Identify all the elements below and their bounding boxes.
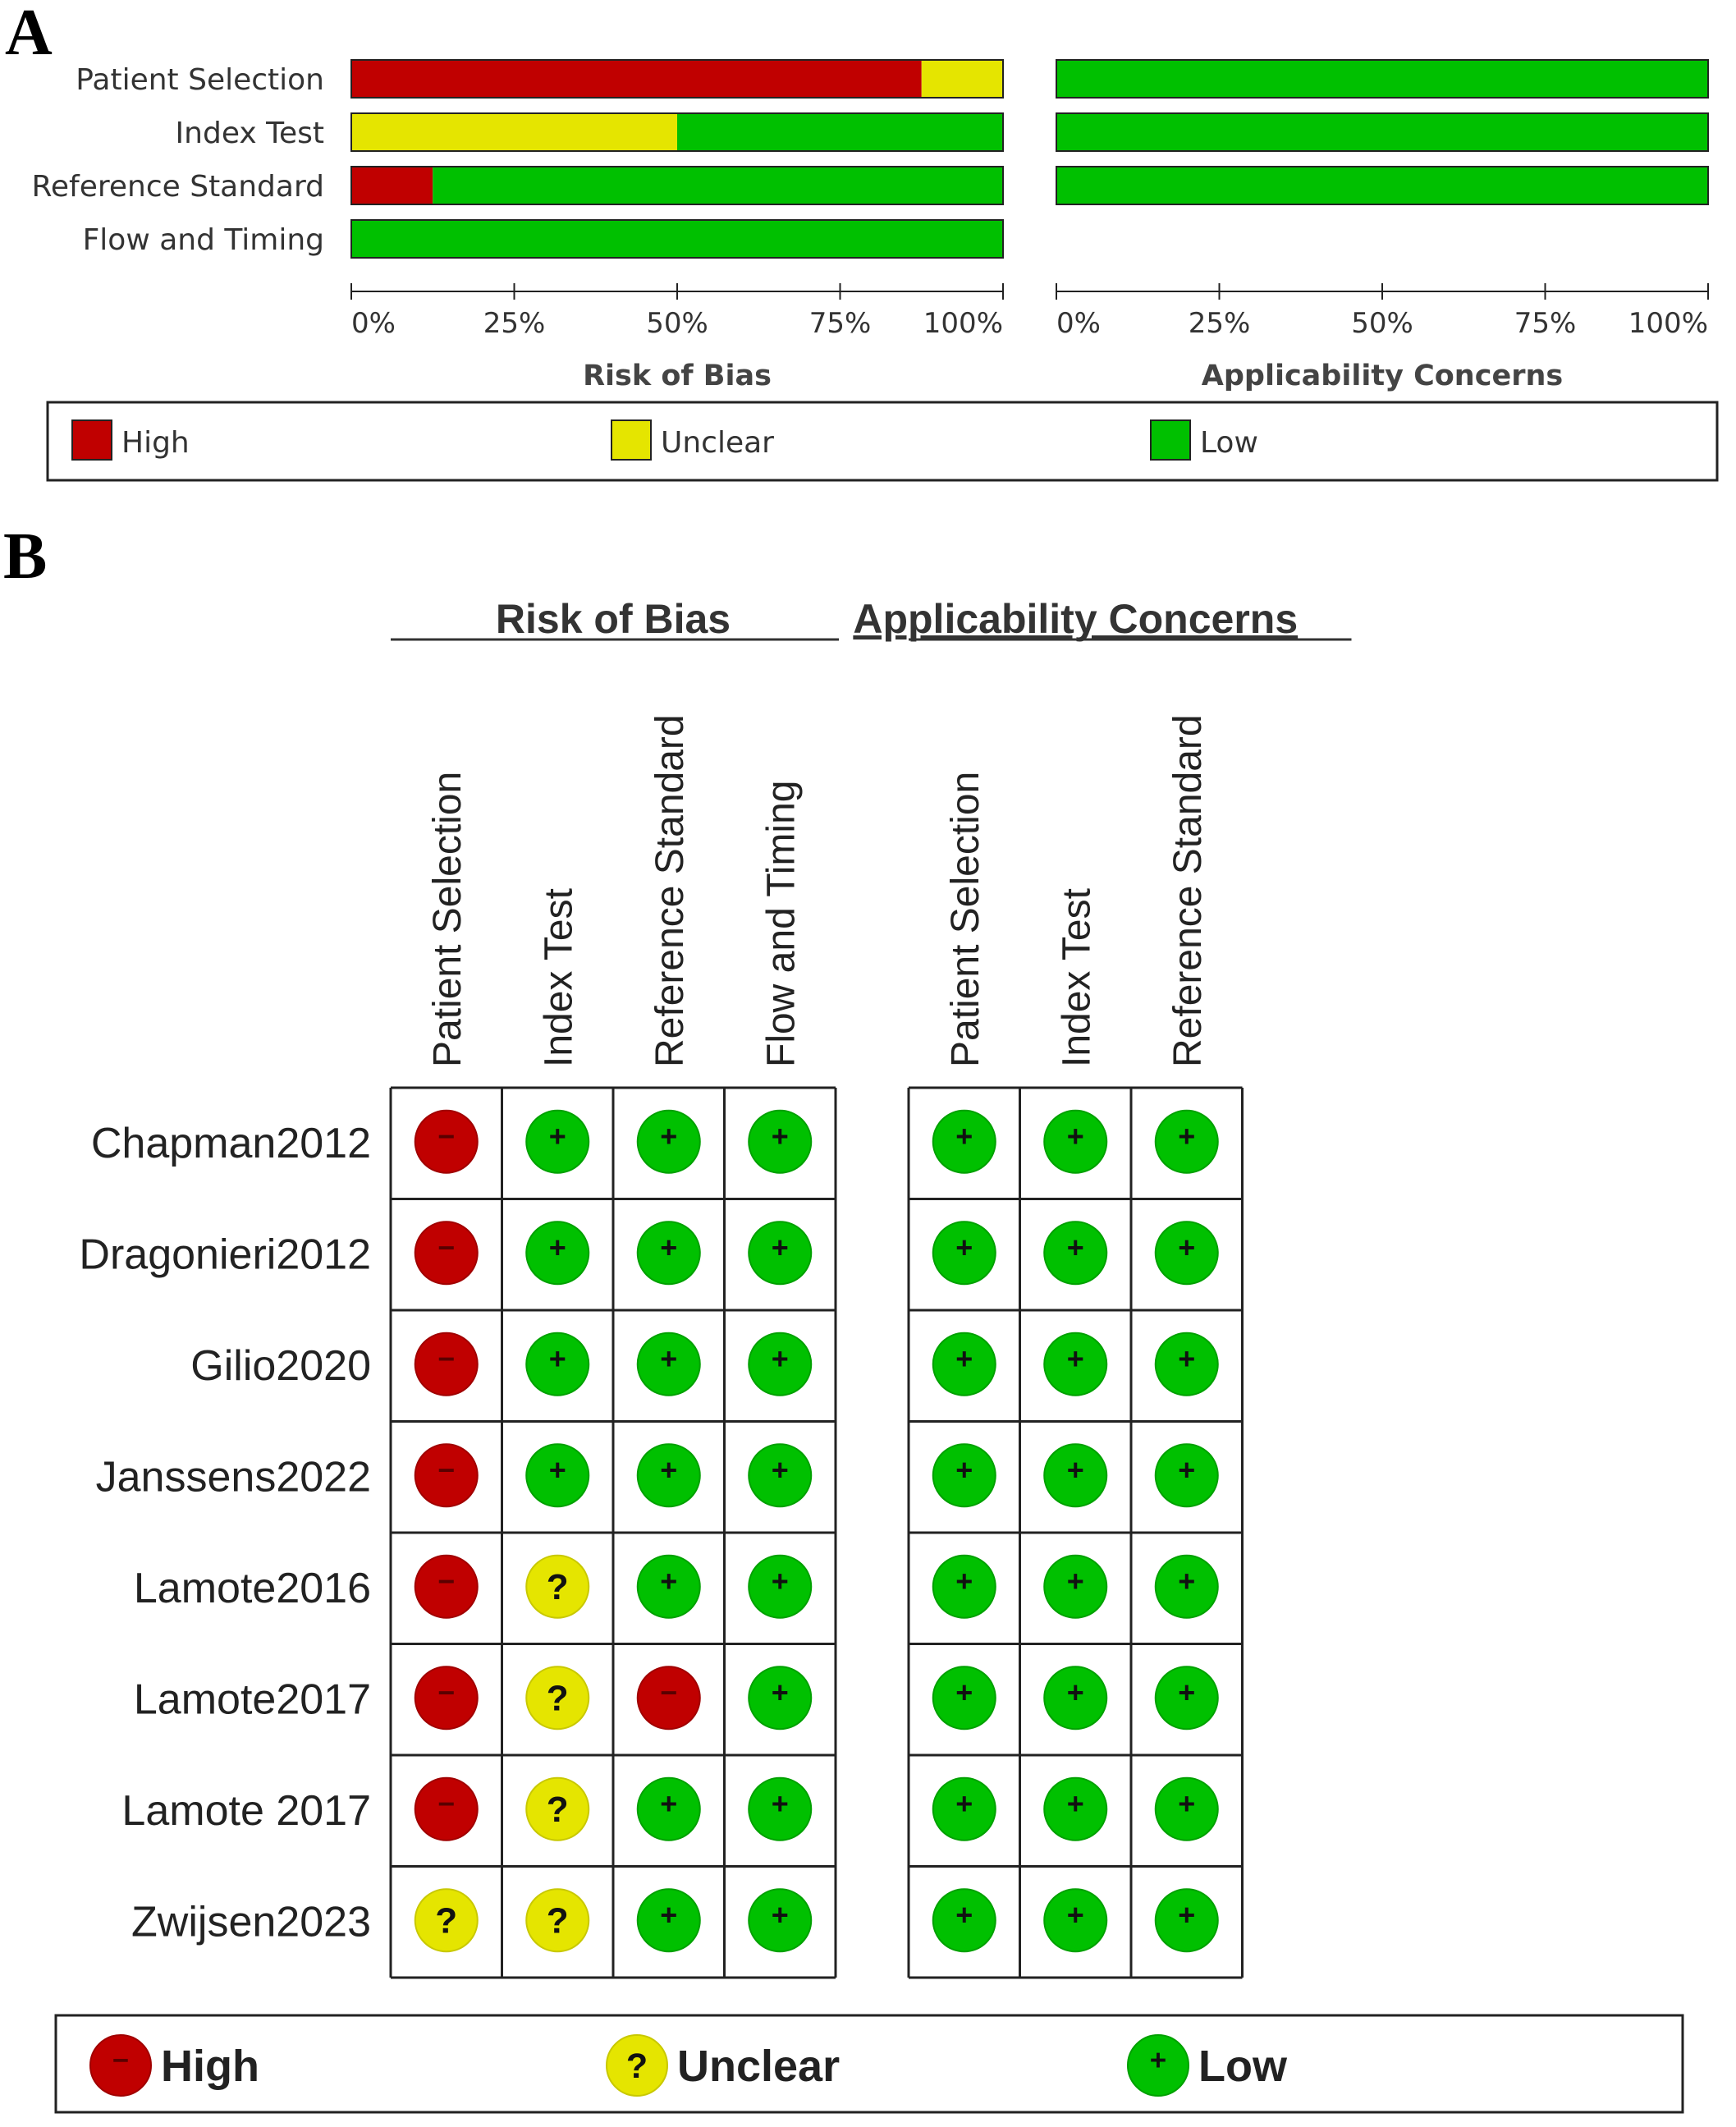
cell-applicability-concerns-lamote-2017-reference-standard-symbol: + [1178, 1786, 1196, 1821]
x-tick-label-risk-of-bias-0: 0% [351, 307, 396, 340]
legend-a-swatch-unclear [611, 420, 651, 460]
cell-applicability-concerns-chapman2012-patient-selection-symbol: + [955, 1119, 973, 1153]
column-header-risk-of-bias-flow-and-timing: Flow and Timing [759, 780, 804, 1067]
cell-applicability-concerns-dragonieri2012-index-test-symbol: + [1066, 1230, 1084, 1264]
legend-b-icon-unclear-symbol: ? [625, 2046, 648, 2086]
study-label-lamote2017: Lamote2017 [133, 1675, 371, 1724]
panel-a-summary-charts [31, 60, 1708, 392]
category-label-flow-and-timing: Flow and Timing [82, 223, 324, 257]
cell-risk-of-bias-gilio2020-patient-selection-symbol: − [437, 1341, 456, 1376]
cell-applicability-concerns-lamote2016-patient-selection-symbol: + [955, 1564, 973, 1598]
x-tick-label-risk-of-bias-3: 75% [808, 307, 872, 340]
study-label-janssens2022: Janssens2022 [95, 1453, 371, 1501]
bar-risk-of-bias-flow-and-timing-low [351, 220, 1003, 258]
cell-risk-of-bias-gilio2020-reference-standard-symbol: + [660, 1341, 678, 1376]
legend-b-label-low: Low [1198, 2042, 1287, 2091]
x-tick-label-applicability-concerns-3: 75% [1514, 307, 1577, 340]
cell-risk-of-bias-lamote-2017-reference-standard-symbol: + [660, 1786, 678, 1821]
bar-risk-of-bias-index-test-unclear [351, 113, 677, 151]
column-header-risk-of-bias-reference-standard: Reference Standard [648, 714, 692, 1067]
legend-a-box [48, 402, 1717, 480]
study-label-zwijsen2023: Zwijsen2023 [131, 1898, 371, 1946]
bar-risk-of-bias-patient-selection-high [351, 60, 922, 98]
cell-risk-of-bias-chapman2012-patient-selection-symbol: − [437, 1119, 456, 1153]
legend-b-icon-low-symbol: + [1149, 2044, 1167, 2077]
group-header-applicability-concerns: Applicability Concerns [853, 596, 1299, 642]
cell-risk-of-bias-janssens2022-flow-and-timing-symbol: + [771, 1452, 789, 1487]
legend-a [72, 420, 1258, 460]
category-label-reference-standard: Reference Standard [31, 170, 324, 204]
cell-risk-of-bias-gilio2020-flow-and-timing-symbol: + [771, 1341, 789, 1376]
category-label-patient-selection: Patient Selection [76, 63, 324, 97]
legend-b-box [56, 2015, 1683, 2112]
cell-applicability-concerns-lamote2016-index-test-symbol: + [1066, 1564, 1084, 1598]
cell-risk-of-bias-lamote2017-reference-standard-symbol: − [660, 1675, 678, 1709]
cell-risk-of-bias-zwijsen2023-reference-standard-symbol: + [660, 1897, 678, 1932]
cell-applicability-concerns-lamote-2017-index-test-symbol: + [1066, 1786, 1084, 1821]
study-label-dragonieri2012: Dragonieri2012 [79, 1231, 371, 1279]
cell-risk-of-bias-zwijsen2023-patient-selection-symbol: ? [435, 1900, 458, 1941]
bar-risk-of-bias-index-test-low [677, 113, 1003, 151]
cell-risk-of-bias-lamote-2017-index-test-symbol: ? [546, 1789, 569, 1830]
cell-applicability-concerns-janssens2022-patient-selection-symbol: + [955, 1452, 973, 1487]
cell-risk-of-bias-lamote2017-index-test-symbol: ? [546, 1678, 569, 1719]
x-axis-title-risk-of-bias: Risk of Bias [583, 360, 772, 392]
x-tick-label-risk-of-bias-4: 100% [923, 307, 1003, 340]
cell-applicability-concerns-lamote2017-index-test-symbol: + [1066, 1675, 1084, 1709]
cell-risk-of-bias-lamote-2017-flow-and-timing-symbol: + [771, 1786, 789, 1821]
cell-risk-of-bias-chapman2012-reference-standard-symbol: + [660, 1119, 678, 1153]
cell-applicability-concerns-zwijsen2023-patient-selection-symbol: + [955, 1897, 973, 1932]
cell-applicability-concerns-gilio2020-reference-standard-symbol: + [1178, 1341, 1196, 1376]
study-label-lamote2016: Lamote2016 [133, 1564, 371, 1612]
cell-risk-of-bias-chapman2012-flow-and-timing-symbol: + [771, 1119, 789, 1153]
legend-b [90, 2035, 1288, 2096]
bar-risk-of-bias-reference-standard-low [433, 167, 1003, 204]
column-header-applicability-concerns-index-test: Index Test [1055, 888, 1099, 1067]
cell-risk-of-bias-zwijsen2023-index-test-symbol: ? [546, 1900, 569, 1941]
cell-risk-of-bias-dragonieri2012-index-test-symbol: + [548, 1230, 566, 1264]
cell-risk-of-bias-zwijsen2023-flow-and-timing-symbol: + [771, 1897, 789, 1932]
bar-applicability-concerns-patient-selection-low [1056, 60, 1708, 98]
column-header-applicability-concerns-reference-standard: Reference Standard [1166, 714, 1210, 1067]
cell-applicability-concerns-chapman2012-index-test-symbol: + [1066, 1119, 1084, 1153]
x-tick-label-risk-of-bias-2: 50% [646, 307, 708, 340]
group-header-risk-of-bias: Risk of Bias [495, 596, 731, 642]
cell-risk-of-bias-lamote-2017-patient-selection-symbol: − [437, 1786, 456, 1821]
x-tick-label-applicability-concerns-1: 25% [1188, 307, 1251, 340]
cell-applicability-concerns-lamote2016-reference-standard-symbol: + [1178, 1564, 1196, 1598]
cell-applicability-concerns-zwijsen2023-reference-standard-symbol: + [1178, 1897, 1196, 1932]
cell-risk-of-bias-janssens2022-index-test-symbol: + [548, 1452, 566, 1487]
study-label-lamote-2017: Lamote 2017 [121, 1786, 371, 1835]
x-tick-label-applicability-concerns-4: 100% [1628, 307, 1708, 340]
bar-applicability-concerns-index-test-low [1056, 113, 1708, 151]
cell-risk-of-bias-janssens2022-patient-selection-symbol: − [437, 1452, 456, 1487]
cell-applicability-concerns-dragonieri2012-reference-standard-symbol: + [1178, 1230, 1196, 1264]
column-header-risk-of-bias-index-test: Index Test [537, 888, 581, 1067]
cell-risk-of-bias-lamote2016-flow-and-timing-symbol: + [771, 1564, 789, 1598]
cell-risk-of-bias-dragonieri2012-reference-standard-symbol: + [660, 1230, 678, 1264]
legend-a-swatch-high [72, 420, 112, 460]
cell-applicability-concerns-zwijsen2023-index-test-symbol: + [1066, 1897, 1084, 1932]
cell-risk-of-bias-chapman2012-index-test-symbol: + [548, 1119, 566, 1153]
cell-risk-of-bias-gilio2020-index-test-symbol: + [548, 1341, 566, 1376]
cell-applicability-concerns-chapman2012-reference-standard-symbol: + [1178, 1119, 1196, 1153]
column-header-risk-of-bias-patient-selection: Patient Selection [425, 771, 469, 1067]
x-tick-label-applicability-concerns-2: 50% [1351, 307, 1413, 340]
cell-applicability-concerns-janssens2022-reference-standard-symbol: + [1178, 1452, 1196, 1487]
legend-a-label-low: Low [1200, 426, 1258, 460]
cell-applicability-concerns-lamote-2017-patient-selection-symbol: + [955, 1786, 973, 1821]
legend-b-icon-high-symbol: − [112, 2044, 130, 2077]
panel-b-traffic-light-table [79, 596, 1351, 1978]
x-axis-title-applicability-concerns: Applicability Concerns [1201, 360, 1564, 392]
cell-applicability-concerns-janssens2022-index-test-symbol: + [1066, 1452, 1084, 1487]
bar-risk-of-bias-patient-selection-unclear [922, 60, 1003, 98]
legend-a-label-unclear: Unclear [661, 426, 774, 460]
x-tick-label-risk-of-bias-1: 25% [483, 307, 546, 340]
legend-b-label-unclear: Unclear [677, 2042, 841, 2091]
legend-a-swatch-low [1151, 420, 1190, 460]
cell-risk-of-bias-lamote2016-index-test-symbol: ? [546, 1566, 569, 1607]
bar-applicability-concerns-reference-standard-low [1056, 167, 1708, 204]
cell-risk-of-bias-dragonieri2012-flow-and-timing-symbol: + [771, 1230, 789, 1264]
legend-a-label-high: High [121, 426, 190, 460]
cell-applicability-concerns-gilio2020-index-test-symbol: + [1066, 1341, 1084, 1376]
cell-risk-of-bias-lamote2016-patient-selection-symbol: − [437, 1564, 456, 1598]
cell-risk-of-bias-janssens2022-reference-standard-symbol: + [660, 1452, 678, 1487]
cell-risk-of-bias-dragonieri2012-patient-selection-symbol: − [437, 1230, 456, 1264]
legend-b-label-high: High [161, 2042, 259, 2091]
column-header-applicability-concerns-patient-selection: Patient Selection [943, 771, 987, 1067]
cell-applicability-concerns-dragonieri2012-patient-selection-symbol: + [955, 1230, 973, 1264]
cell-applicability-concerns-lamote2017-patient-selection-symbol: + [955, 1675, 973, 1709]
x-tick-label-applicability-concerns-0: 0% [1056, 307, 1101, 340]
bar-risk-of-bias-reference-standard-high [351, 167, 433, 204]
panel-b-label: B [3, 520, 48, 593]
cell-applicability-concerns-lamote2017-reference-standard-symbol: + [1178, 1675, 1196, 1709]
cell-risk-of-bias-lamote2017-flow-and-timing-symbol: + [771, 1675, 789, 1709]
category-label-index-test: Index Test [175, 117, 324, 150]
cell-risk-of-bias-lamote2016-reference-standard-symbol: + [660, 1564, 678, 1598]
cell-risk-of-bias-lamote2017-patient-selection-symbol: − [437, 1675, 456, 1709]
panel-a-label: A [5, 0, 53, 69]
cell-applicability-concerns-gilio2020-patient-selection-symbol: + [955, 1341, 973, 1376]
study-label-chapman2012: Chapman2012 [90, 1119, 371, 1167]
study-label-gilio2020: Gilio2020 [190, 1341, 371, 1390]
